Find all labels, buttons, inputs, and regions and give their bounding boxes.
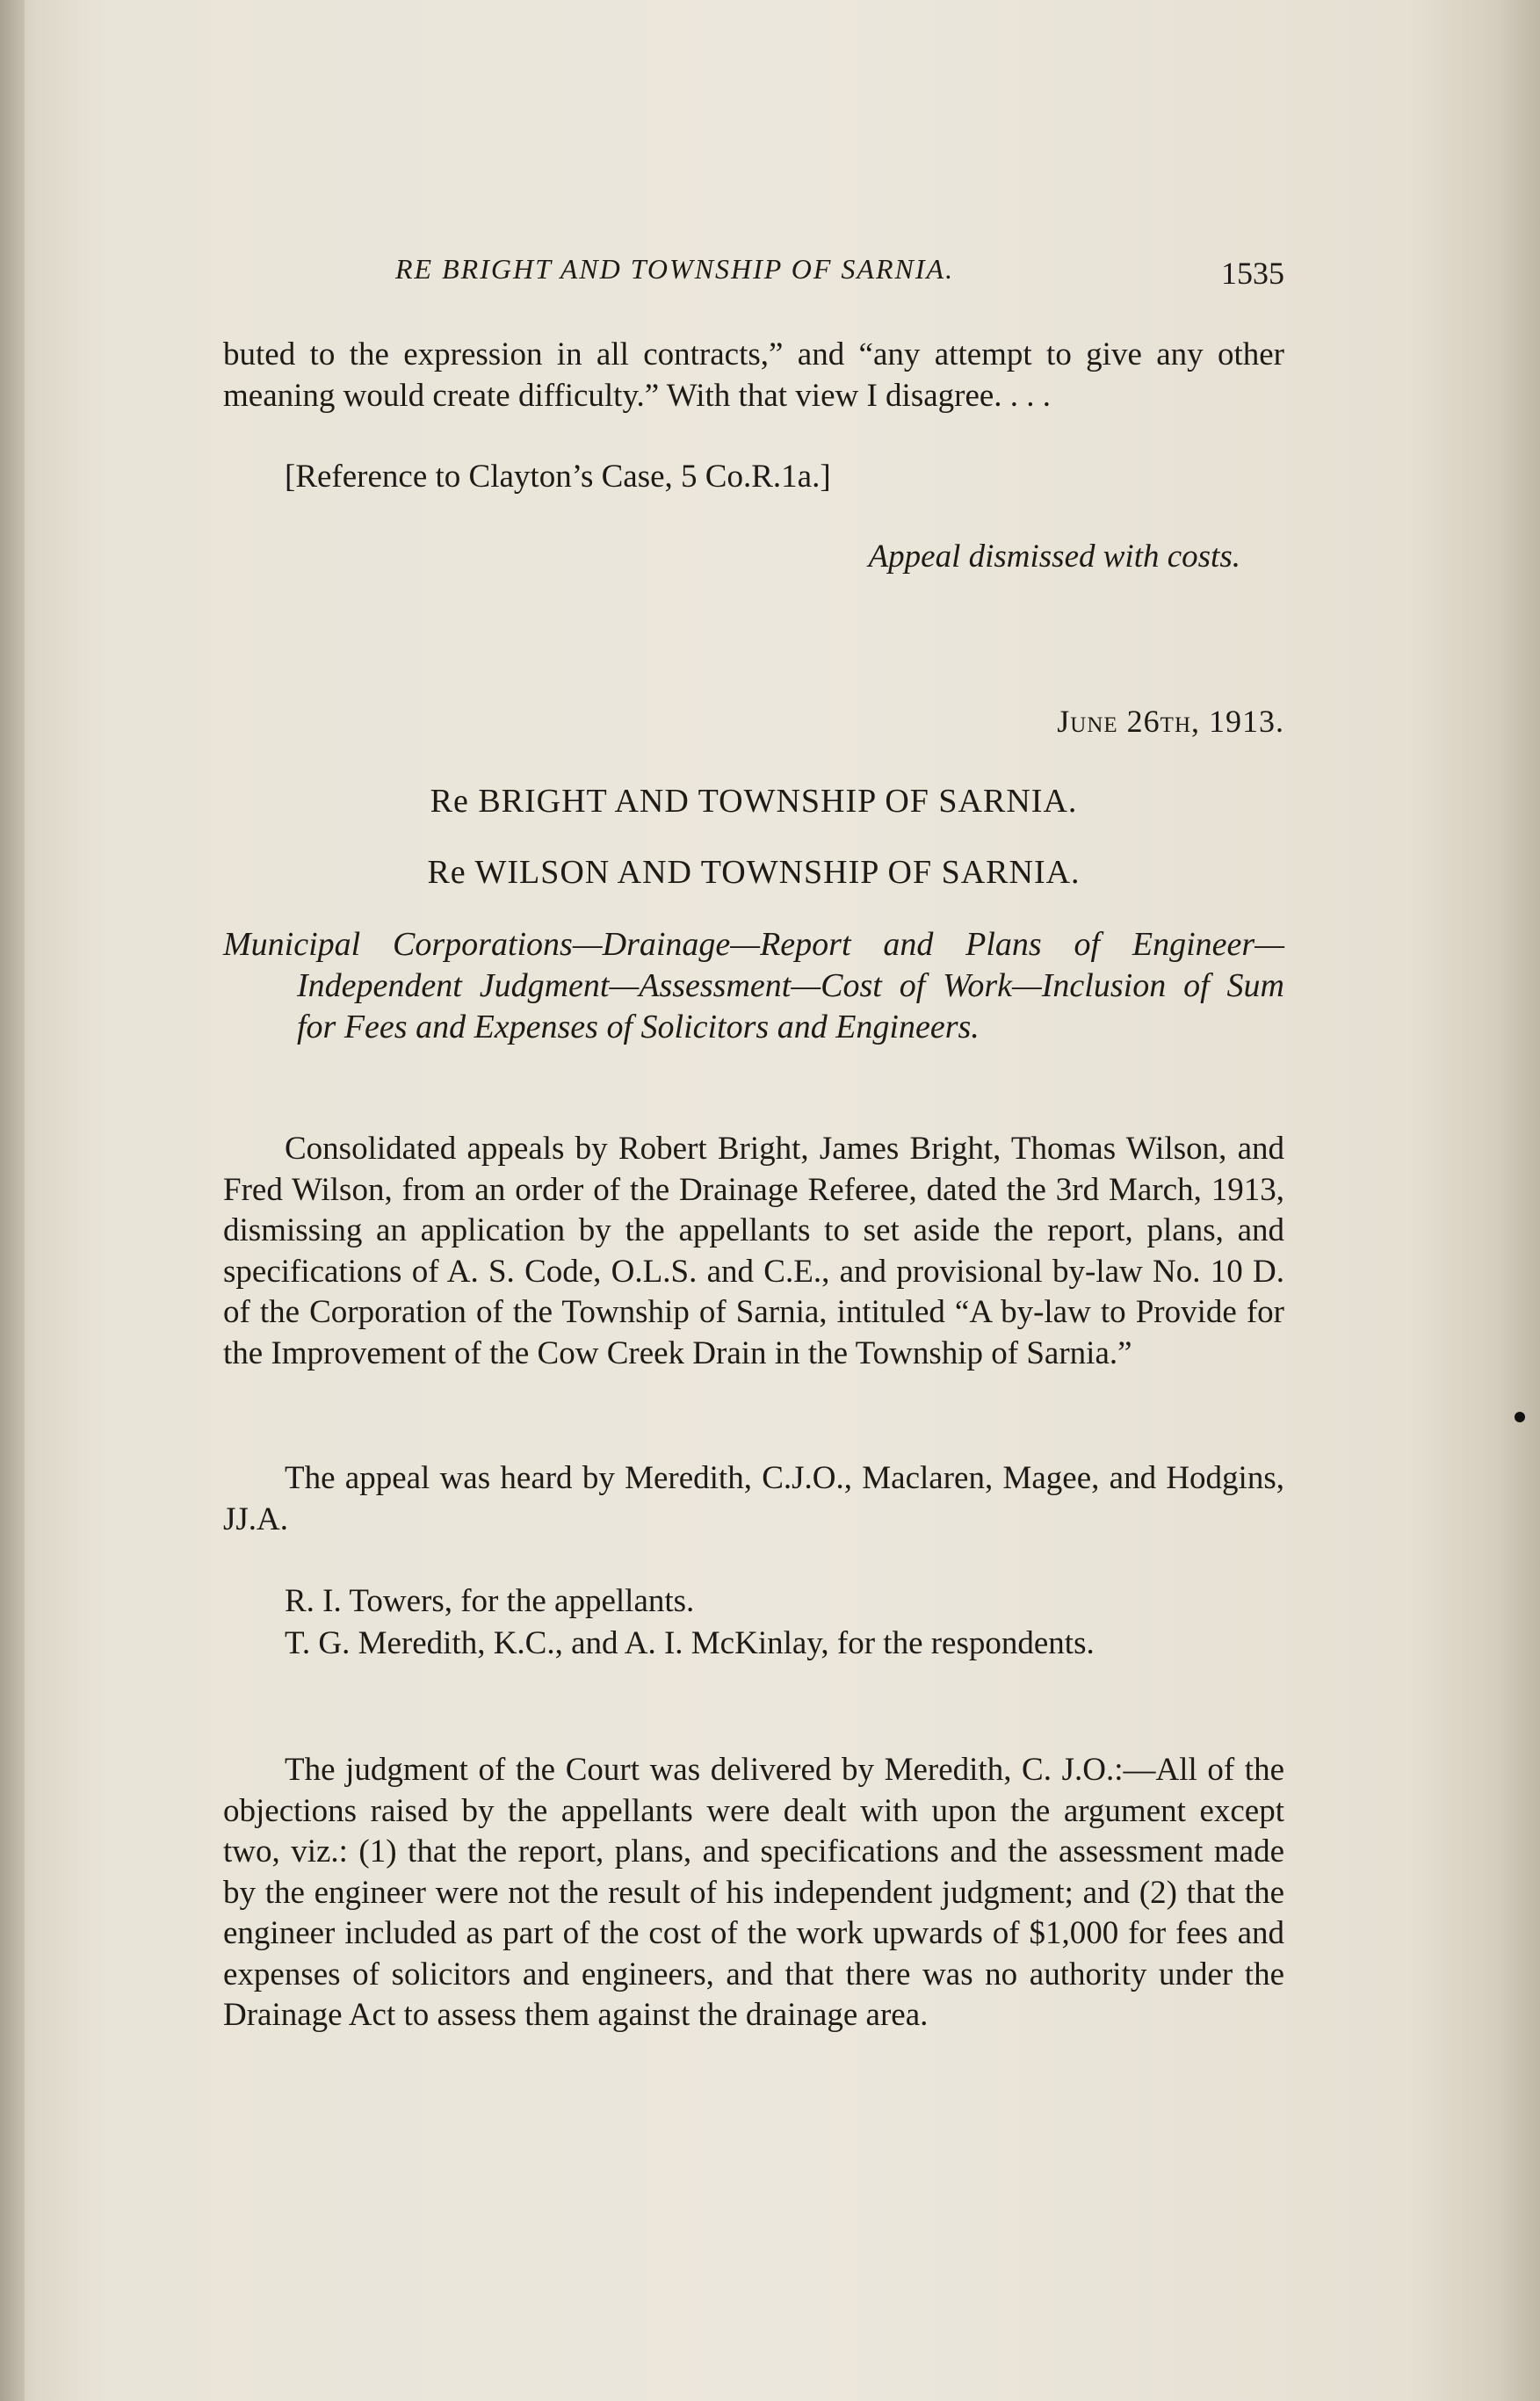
reference-paragraph: [Reference to Clayton’s Case, 5 Co.R.1a.]	[285, 459, 831, 495]
page-header	[223, 253, 1284, 297]
heard-by-paragraph: The appeal was heard by Meredith, C.J.O., Maclaren, Magee, and Hodgins, JJ.A.	[223, 1460, 1284, 1537]
page-number: 1535	[1221, 256, 1284, 291]
counsel-appellants: R. I. Towers, for the appellants.	[285, 1583, 695, 1619]
binding-gutter	[0, 0, 25, 2401]
consolidated-appeals-paragraph: Consolidated appeals by Robert Bright, James Bright, Thomas Wilson, and Fred Wilson, from an order of the Drainage Referee, dated the 3rd March, 1913, dismissing an application by the appellants to set aside the report, plans, and specifications of A. S. Code, O.L.S. and C.E., and provisional by-law No. 10 D. of the Corporation of the Township of Sarnia, intituled “A by-law to Provide for the Improvement of the Cow Creek Drain in the Township of Sarnia.”	[223, 1131, 1284, 1371]
running-head: RE BRIGHT AND TOWNSHIP OF SARNIA.	[395, 253, 955, 285]
counsel-respondents: T. G. Meredith, K.C., and A. I. McKinlay, for the respondents.	[285, 1625, 1095, 1661]
case-title-wilson: Re WILSON AND TOWNSHIP OF SARNIA.	[427, 854, 1081, 891]
case-title-bright: Re BRIGHT AND TOWNSHIP OF SARNIA.	[430, 783, 1078, 820]
headnote: Municipal Corporations—Drainage—Report and Plans of Engineer—Independent Judgment—Assessment—Cost of Work—Inclusion of Sum for Fees and Expenses of Solicitors and Engineers.	[223, 926, 1284, 1045]
ink-dot	[1515, 1412, 1525, 1422]
continuation-paragraph: buted to the expression in all contracts,” and “any attempt to give any other meaning would create difficulty.” With that view I disagree. . . .	[223, 336, 1284, 414]
judgment-paragraph: The judgment of the Court was delivered by Meredith, C. J.O.:—All of the objections raised by the appellants were dealt with upon the argument except two, viz.: (1) that the report, plans, and specifications and the assessment made by the engineer were not the result of his independent judgment; and (2) that the engineer included as part of the cost of the work upwards of $1,000 for fees and expenses of solicitors and engineers, and that there was no authority under the Drainage Act to assess them against the drainage area.	[223, 1752, 1284, 2033]
decision-date: June 26th, 1913.	[1057, 704, 1284, 739]
disposition-line: Appeal dismissed with costs.	[868, 539, 1240, 575]
